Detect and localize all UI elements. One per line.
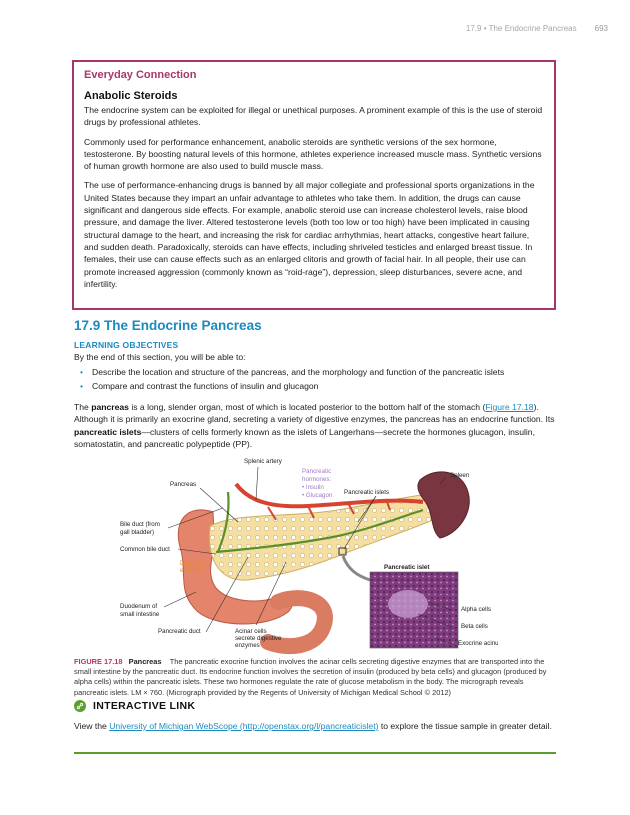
label-exocrine-acinus: Exocrine acinus — [458, 640, 498, 647]
interactive-link-title: INTERACTIVE LINK — [93, 700, 196, 712]
label-digestive-enzymes: enzymes — [180, 567, 205, 574]
figure-name: Pancreas — [128, 657, 162, 666]
text-run: The — [74, 402, 92, 412]
running-header — [466, 24, 608, 33]
caption-text: The pancreatic exocrine function involves the acinar cells secreting digestive enzymes that are transported into the small intestine by the pancreatic duct. Its endocrine function involves the secretion of insulin (produced by beta cells) and glucagon (produced by alpha cells) within the pancreatic islets. These two hormones regulate the rate of glucose metabolism in the body. The micrograph reveals pancreatic islets. LM × 760. (Micrograph provided by the Regents of University of Michigan Medical School © 2012) — [74, 657, 547, 697]
body-paragraph — [74, 401, 558, 450]
label-insulin: • Insulin — [302, 484, 324, 491]
label-pancreatic-islet: Pancreatic islet — [384, 564, 430, 571]
callout-paragraph: Commonly used for performance enhancement, anabolic steroids are synthetic versions of the sex hormone, testosterone. By boosting natural levels of this hormone, athletes experience increased muscle mass. Synthetic versions of human growth hormone are also used to build muscle mass. — [84, 136, 542, 172]
callout-paragraph: The use of performance-enhancing drugs is banned by all major collegiate and professional sports organizations in the United States because they impart an unfair advantage to athletes who take them. In addition, the drugs can cause significant and dangerous side effects. For example, anabolic steroid use can increase cholesterol levels, raise blood pressure, and damage the liver. Altered testosterone levels (both too low or too high) have been implicated in causing structural damage to the heart, and increasing the risk for cardiac arrhythmias, heart attacks, congestive heart failure, and sudden death. Paradoxically, steroids can have effects, including shriveled testicles and enlarged breast tissue. In females, their use can cause effects such as an enlarged clitoris and growth of facial hair. In all people, their use can promote increased aggression (commonly known as “roid-rage”), depression, sleep disturbances, severe acne, and infertility. — [84, 180, 535, 289]
label-beta-cells: Beta cells — [461, 623, 488, 630]
label-pancreatic-duct: Pancreatic duct — [158, 628, 201, 635]
callout-title: Anabolic Steroids — [84, 90, 178, 102]
text-run: to explore the tissue sample in greater detail. — [378, 721, 552, 731]
label-duodenum: Duodenum of — [120, 603, 158, 610]
figure-label: FIGURE 17.18 — [74, 657, 123, 666]
label-common-bile-duct: Common bile duct — [120, 546, 170, 553]
label-digestive-enzymes: Digestive — [180, 560, 206, 567]
magnifier-arrow-shape — [343, 556, 370, 580]
running-header-section: 17.9 • The Endocrine Pancreas — [465, 24, 577, 33]
term-pancreatic-islets: pancreatic islets — [74, 426, 142, 437]
label-alpha-cells: Alpha cells — [461, 606, 491, 613]
label-acinar-cells: Acinar cells — [235, 628, 267, 635]
label-glucagon: • Glucagon — [302, 492, 333, 499]
label-spleen: Spleen — [450, 472, 470, 479]
label-duodenum: small intestine — [120, 611, 160, 618]
interactive-link-heading — [74, 700, 195, 712]
term-pancreas: pancreas — [91, 402, 129, 412]
label-pancreas: Pancreas — [170, 481, 197, 488]
islet-cluster-shape — [388, 590, 428, 618]
everyday-connection-callout — [72, 60, 556, 310]
pancreas-figure — [118, 452, 498, 656]
webscope-link[interactable]: University of Michigan WebScope (http://openstax.org/l/pancreaticislet) — [109, 721, 379, 731]
text-run: View the — [74, 721, 110, 731]
label-hormones-title: Pancreatic — [302, 468, 332, 475]
section-title: 17.9 The Endocrine Pancreas — [74, 318, 262, 333]
page-number: 693 — [594, 24, 608, 33]
learning-objectives-intro: By the end of this section, you will be able to: — [74, 352, 246, 362]
label-acinar-cells: secrete digestive — [235, 635, 282, 642]
interactive-link-paragraph — [74, 720, 558, 733]
text-run: is a long, slender organ, most of which is located posterior to the bottom half of the stomach ( — [128, 402, 486, 412]
label-splenic-artery: Splenic artery — [244, 458, 282, 465]
learning-objectives-heading: LEARNING OBJECTIVES — [74, 340, 179, 350]
label-bile-duct: gall bladder) — [120, 529, 155, 536]
objective-item: • Compare and contrast the functions of insulin and glucagon — [78, 380, 504, 394]
section-divider — [74, 752, 556, 754]
link-icon — [74, 700, 86, 712]
label-bile-duct: Bile duct (from — [120, 521, 160, 528]
callout-paragraph: The endocrine system can be exploited for illegal or unethical purposes. A prominent example of this is the use of steroid drugs by professional athletes. — [84, 105, 543, 128]
objective-item: • Describe the location and structure of the pancreas, and the morphology and function of the pancreatic islets — [78, 366, 504, 380]
learning-objectives-list — [78, 366, 504, 393]
label-hormones-title: hormones: — [302, 476, 332, 483]
text-run: ). Although it is primarily an exocrine gland, secreting a variety of digestive enzymes, the pancreas has an endocrine function. Its — [74, 402, 555, 425]
pancreas-illustration — [118, 452, 498, 656]
callout-kicker: Everyday Connection — [84, 69, 197, 81]
text-run: —clusters of cells formerly known as the islets of Langerhans—secrete the hormones glucagon, insulin, somatostatin, and pancreatic polypeptide (PP). — [74, 426, 535, 449]
label-pancreatic-islets: Pancreatic islets — [344, 489, 390, 496]
label-acinar-cells: enzymes — [235, 642, 260, 649]
figure-caption — [74, 657, 558, 698]
figure-link[interactable]: Figure 17.18 — [485, 402, 534, 412]
